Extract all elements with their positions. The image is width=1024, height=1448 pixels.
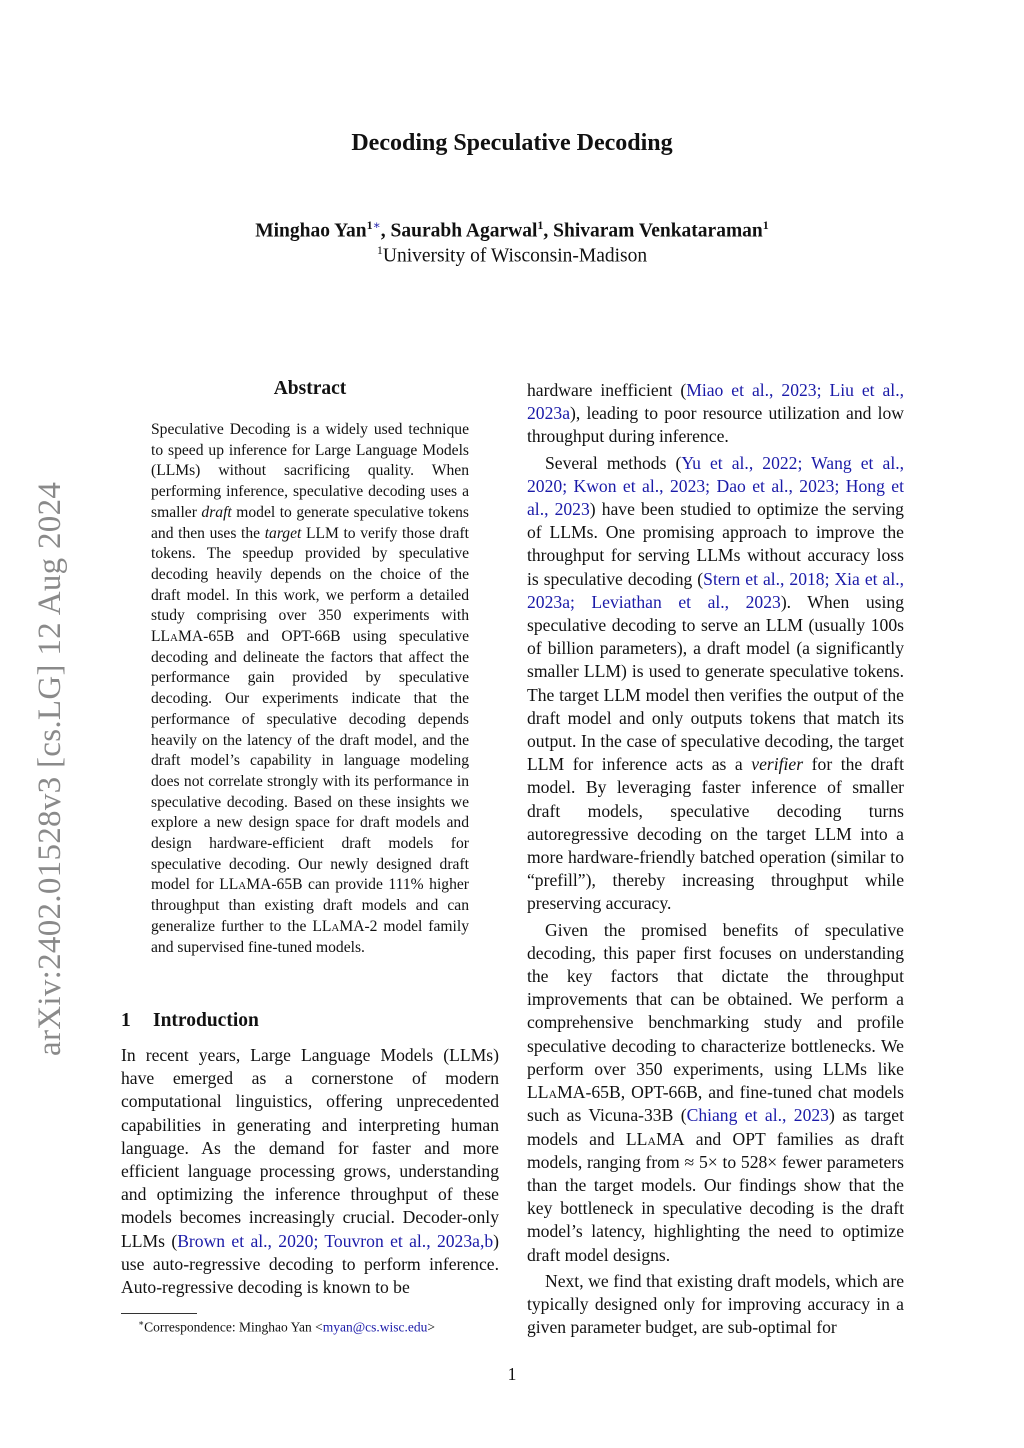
- affiliation: [0, 243, 1024, 268]
- paragraph-text: Next, we find that existing draft models, which are typically designed only for improving accuracy in a given parameter budget, are sub-optimal for: [527, 1270, 904, 1338]
- author-separator: ,: [543, 220, 554, 242]
- author-affiliation-mark: 1: [762, 218, 769, 232]
- model-name: LLaMA: [527, 1082, 586, 1103]
- email-link[interactable]: myan@cs.wisc.edu: [322, 1319, 428, 1335]
- author-list: [0, 218, 1024, 243]
- author-affiliation-mark: 1: [366, 218, 373, 232]
- footnote: [138, 1314, 435, 1337]
- intro-paragraph: [121, 1044, 499, 1299]
- model-name: LLaMA: [312, 917, 365, 935]
- footnote-mark: ∗: [138, 1318, 145, 1328]
- author-name: Minghao Yan: [255, 220, 367, 242]
- paragraph-text: ), leading to poor resource utilization and low throughput during inference.: [527, 403, 904, 447]
- paragraph-serving-methods: [527, 452, 904, 916]
- citation-link[interactable]: Miao et al., 2023; Liu et al., 2023a: [527, 380, 904, 424]
- author-separator: ,: [380, 220, 391, 242]
- model-name: LLaMA: [219, 876, 272, 894]
- author-name: Shivaram Venkataraman: [553, 220, 763, 242]
- author-affiliation-mark: 1: [537, 218, 544, 232]
- section-heading-introduction: [121, 1010, 259, 1032]
- paragraph-text: Given the promised benefits of speculative decoding, this paper first focuses on understanding the key factors that dictate the throughput improvements that can be obtained. We perform a comprehensive benchmarking study and profile speculative decoding to characterize bottlenecks. We perform over 350 experiments, using LLMs like: [527, 919, 904, 1079]
- abstract-text: -65B can provide 111% higher throughput than existing draft models and can generalize further to the: [151, 876, 469, 935]
- citation-link[interactable]: Brown et al., 2020; Touvron et al., 2023a,b: [177, 1230, 494, 1251]
- abstract-text: LLM to verify those draft tokens. The speedup provided by speculative decoding heavily depends on the choice of the draft model. In this work, we perform a detailed study comprising over 350 experiments with: [151, 524, 469, 625]
- model-name: LLaMA: [625, 1128, 685, 1149]
- abstract-heading: Abstract: [273, 378, 347, 399]
- citation-link[interactable]: Chiang et al., 2023: [686, 1105, 829, 1126]
- footnote-text: >: [427, 1319, 436, 1335]
- citation-link[interactable]: Yu et al., 2022; Wang et al., 2020; Kwon et al., 2023; Dao et al., 2023; Hong et al., 2023: [527, 452, 905, 520]
- section-title: Introduction: [153, 1010, 259, 1031]
- abstract-text: model to generate speculative tokens and then uses the: [151, 503, 469, 542]
- paragraph-text: In recent years, Large Language Models (LLMs) have emerged as a cornerstone of modern computational linguistics, offering unprecedented capabilities in generating and interpreting human language. As the demand for faster and more efficient language processing grows, understanding and optimizing the inference throughput of these models becomes increasingly crucial. Decoder-only LLMs (: [121, 1045, 499, 1251]
- paragraph-text: ) have been studied to optimize the serving of LLMs. One promising approach to improve the throughput for serving LLMs without accuracy loss is speculative decoding (: [527, 499, 904, 589]
- paragraph-benchmarking: [527, 919, 904, 1267]
- footnote-text: Correspondence: Minghao Yan <: [144, 1319, 323, 1335]
- affiliation-mark: 1: [376, 243, 383, 257]
- paragraph-emphasis: verifier: [751, 754, 804, 775]
- citation-link[interactable]: Stern et al., 2018; Xia et al., 2023a; Leviathan et al., 2023: [527, 568, 905, 612]
- affiliation-name: University of Wisconsin-Madison: [382, 245, 648, 267]
- paragraph-text: ) use auto-regressive decoding to perform inference. Auto-regressive decoding is known to be: [121, 1230, 499, 1298]
- right-column: [527, 379, 904, 1339]
- paper-title: Decoding Speculative Decoding: [351, 130, 673, 156]
- abstract-emphasis: target: [264, 524, 302, 542]
- paragraph-continued: [527, 379, 904, 449]
- arxiv-identifier-stamp: arXiv:2402.01528v3 [cs.LG] 12 Aug 2024: [32, 481, 68, 1056]
- abstract-text: -2 model family and supervised fine-tuned models.: [151, 917, 469, 956]
- paragraph-draft-models: [527, 1270, 904, 1340]
- paragraph-text: and OPT families as draft models, ranging from ≈ 5× to 528× fewer parameters than the target models. Our findings show that the key bottleneck in speculative decoding is the draft model’s latency, highlighting the need to optimize draft model designs.: [527, 1128, 904, 1265]
- paragraph-text: ). When using speculative decoding to serve an LLM (usually 100s of billion parameters), a draft model (a significantly smaller LLM) is used to generate speculative tokens. The target LLM model then verifies the output of the draft model and only outputs tokens that match its output. In the case of speculative decoding, the target LLM for inference acts as a: [527, 591, 904, 775]
- paragraph-text: for the draft model. By leveraging faster inference of smaller draft models, speculative decoding turns autoregressive decoding on the target LLM into a more hardware-friendly batched operation (similar to “prefill”), thereby increasing throughput while preserving accuracy.: [527, 754, 905, 914]
- footnote-mark[interactable]: ∗: [372, 218, 381, 232]
- paragraph-text: -65B, OPT-66B, and fine-tuned chat models such as Vicuna-33B (: [527, 1082, 904, 1126]
- abstract-text: Speculative Decoding is a widely used technique to speed up inference for Large Language Models (LLMs) without sacrificing quality. When performing inference, speculative decoding uses a smaller: [151, 421, 469, 521]
- paragraph-text: hardware inefficient (: [527, 380, 687, 400]
- paragraph-text: ) as target models and: [527, 1105, 905, 1149]
- abstract-emphasis: draft: [201, 503, 232, 521]
- abstract-text: -65B and OPT-66B using speculative decoding and delineate the factors that affect the performance gain provided by speculative decoding. Our experiments indicate that the performance of speculative decoding depends heavily on the latency of the draft model, and the draft model’s capability in language modeling does not correlate strongly with its performance in speculative decoding. Based on these insights we explore a new design space for draft models and design hardware-efficient draft models for speculative decoding. Our newly designed draft model for: [151, 628, 469, 894]
- paragraph-text: Several methods (: [545, 452, 682, 473]
- model-name: LLaMA: [151, 628, 204, 646]
- section-number: 1: [121, 1010, 131, 1031]
- abstract-body: [151, 420, 469, 958]
- author-name: Saurabh Agarwal: [390, 220, 538, 242]
- page-number: 1: [507, 1364, 517, 1384]
